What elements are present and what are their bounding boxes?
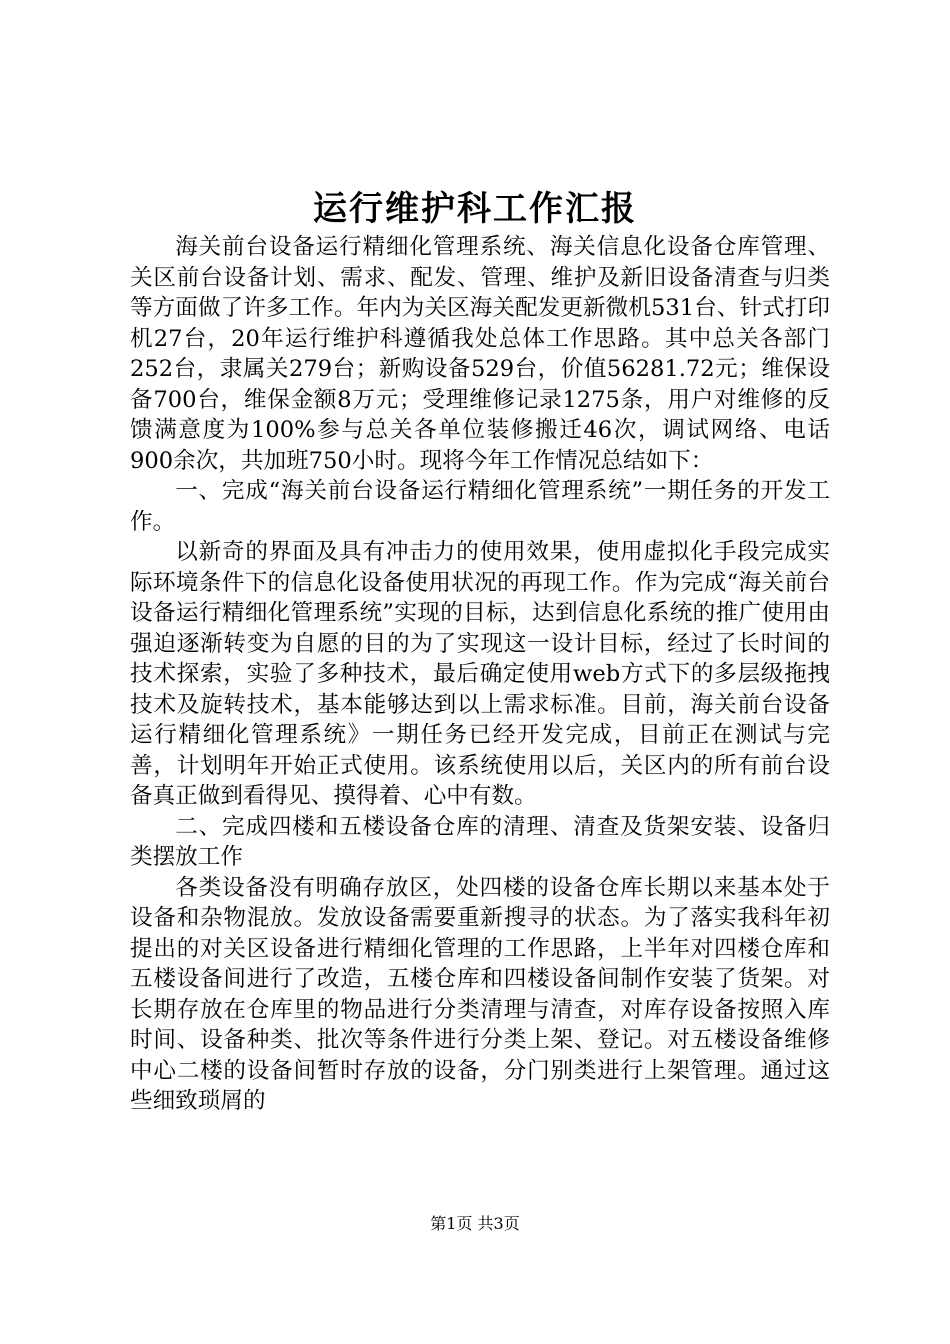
paragraph: 海关前台设备运行精细化管理系统、海关信息化设备仓库管理、关区前台设备计划、需求、配发、管理、维护及新旧设备清查与归类等方面做了许多工作。年内为关区海关配发更新微机531台、针式打印机27台，20年运行维护科遵循我处总体工作思路。其中总关各部门252台，隶属关279台；新购设备529台，价值56281.72元；维保设备700台，维保金额8万元；受理维修记录1275条，用户对维修的反馈满意度为100%参与总关各单位装修搬迁46次，调试网络、电话900余次，共加班750小时。现将今年工作情况总结如下：: [130, 234, 830, 474]
document-body: [130, 232, 830, 1117]
section-heading: 二、完成四楼和五楼设备仓库的清理、清查及货架安装、设备归类摆放工作: [130, 813, 830, 870]
page-footer: 第1页 共3页: [430, 1214, 520, 1233]
paragraph: 各类设备没有明确存放区，处四楼的设备仓库长期以来基本处于设备和杂物混放。发放设备需要重新搜寻的状态。为了落实我科年初提出的对关区设备进行精细化管理的工作思路，上半年对四楼仓库和五楼设备间进行了改造，五楼仓库和四楼设备间制作安装了货架。对长期存放在仓库里的物品进行分类清理与清查，对库存设备按照入库时间、设备种类、批次等条件进行分类上架、登记。对五楼设备维修中心二楼的设备间暂时存放的设备，分门别类进行上架管理。通过这些细致琐屑的: [130, 874, 830, 1114]
section-heading: 一、完成“海关前台设备运行精细化管理系统”一期任务的开发工作。: [130, 478, 830, 535]
paragraph: 以新奇的界面及具有冲击力的使用效果，使用虚拟化手段完成实际环境条件下的信息化设备使用状况的再现工作。作为完成“海关前台设备运行精细化管理系统”实现的目标，达到信息化系统的推广使用由强迫逐渐转变为自愿的目的为了实现这一设计目标，经过了长时间的技术探索，实验了多种技术，最后确定使用web方式下的多层级拖拽技术及旋转技术，基本能够达到以上需求标准。目前，海关前台设备运行精细化管理系统》一期任务已经开发完成，目前正在测试与完善，计划明年开始正式使用。该系统使用以后，关区内的所有前台设备真正做到看得见、摸得着、心中有数。: [130, 539, 830, 809]
document-title: 运行维护科工作汇报: [313, 189, 637, 229]
